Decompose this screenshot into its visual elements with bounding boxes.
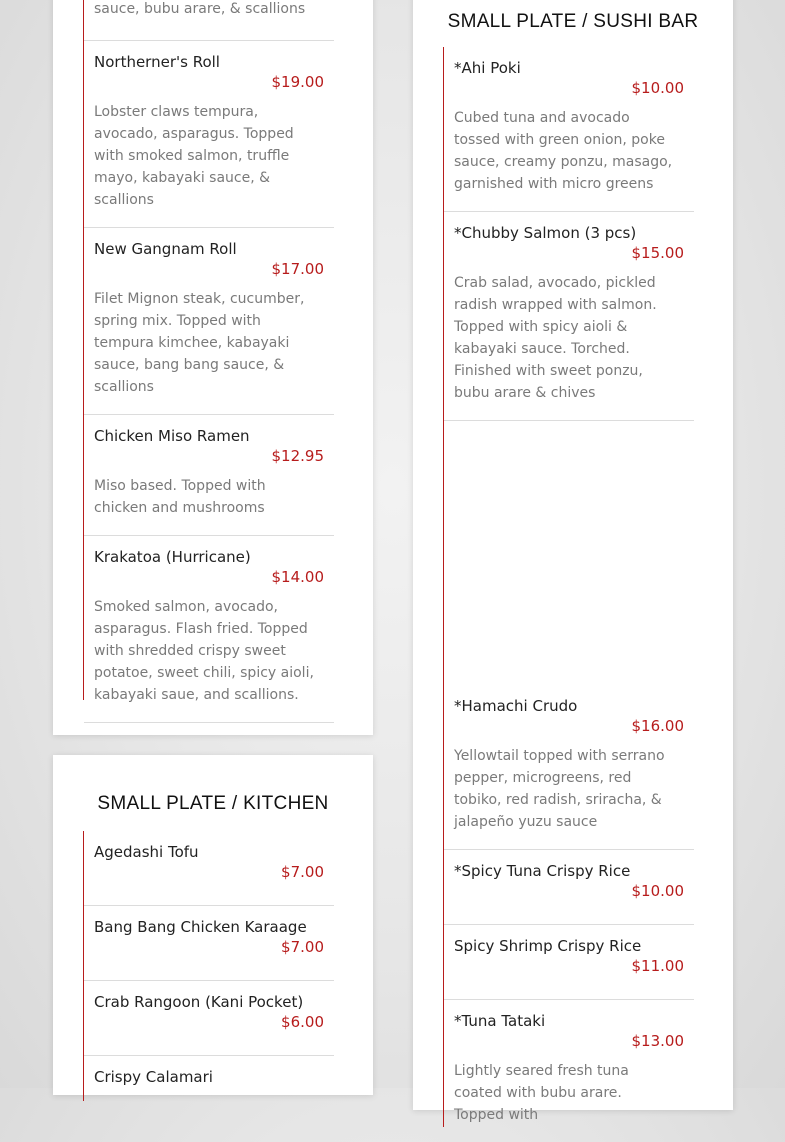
item-description: Crab salad, avocado, pickled radish wrapped with salmon. Topped with spicy aioli & kabayaki sauce. Torched. Finished with sweet ponzu, bubu arare & chives [454, 275, 657, 401]
item-name: Chicken Miso Ramen [94, 427, 250, 445]
menu-item [84, 228, 334, 415]
sushi-bar-card [413, 0, 733, 1123]
item-name: *Chubby Salmon (3 pcs) [454, 224, 637, 242]
item-name: *Tuna Tataki [454, 1012, 546, 1030]
item-price: $12.95 [271, 447, 324, 465]
empty-space [444, 421, 694, 685]
menu-item [84, 831, 334, 906]
item-price: $17.00 [271, 260, 324, 278]
item-price: $16.00 [631, 717, 684, 735]
item-name: Bang Bang Chicken Karaage [94, 918, 307, 936]
item-description: Miso based. Topped with chicken and mushrooms [94, 478, 266, 516]
menu-item [84, 906, 334, 981]
item-price: $19.00 [271, 73, 324, 91]
item-price: $7.00 [281, 938, 324, 956]
kitchen-card [53, 755, 373, 1095]
menu-item [84, 981, 334, 1056]
menu-list [83, 0, 334, 703]
item-name: Krakatoa (Hurricane) [94, 548, 251, 566]
section-title: SMALL PLATE / KITCHEN [97, 793, 329, 814]
item-description: Filet Mignon steak, cucumber, spring mix. Topped with tempura kimchee, kabayaki sauce, bang bang sauce, & scallions [94, 291, 305, 395]
item-price: $14.00 [271, 568, 324, 586]
item-price: $10.00 [631, 79, 684, 97]
item-price: $10.00 [631, 882, 684, 900]
menu-item [444, 1000, 694, 1142]
menu-item-partial [84, 0, 334, 41]
item-name: Crispy Calamari [94, 1068, 213, 1086]
item-price: $15.00 [631, 244, 684, 262]
item-name: Northerner's Roll [94, 53, 220, 71]
section-title: SMALL PLATE / SUSHI BAR [447, 11, 699, 32]
menu-item [84, 536, 334, 723]
menu-item [84, 415, 334, 536]
item-description: sauce, bubu arare, & scallions [94, 1, 306, 17]
item-description: Cubed tuna and avocado tossed with green onion, poke sauce, creamy ponzu, masago, garnished with micro greens [454, 110, 673, 192]
item-name: Agedashi Tofu [94, 843, 199, 861]
menu-item [444, 212, 694, 421]
menu-item [444, 925, 694, 1000]
item-name: New Gangnam Roll [94, 240, 237, 258]
item-description: Lobster claws tempura, avocado, asparagus. Topped with smoked salmon, truffle mayo, kabayaki sauce, & scallions [94, 104, 294, 208]
menu-item [444, 850, 694, 925]
item-price: $11.00 [631, 957, 684, 975]
item-description: Yellowtail topped with serrano pepper, microgreens, red tobiko, red radish, sriracha, & jalapeño yuzu sauce [454, 748, 665, 830]
menu-item [444, 685, 694, 850]
sushi-rolls-card [53, 0, 373, 735]
menu-list [443, 47, 694, 1127]
menu-list [83, 831, 334, 1101]
item-name: Spicy Shrimp Crispy Rice [454, 937, 642, 955]
item-name: *Ahi Poki [454, 59, 521, 77]
item-description: Lightly seared fresh tuna coated with bubu arare. Topped with [454, 1063, 629, 1123]
item-price: $6.00 [281, 1013, 324, 1031]
item-name: Crab Rangoon (Kani Pocket) [94, 993, 304, 1011]
item-name: *Hamachi Crudo [454, 697, 578, 715]
menu-item [84, 41, 334, 228]
item-name: *Spicy Tuna Crispy Rice [454, 862, 631, 880]
item-description: Smoked salmon, avocado, asparagus. Flash fried. Topped with shredded crispy sweet potatoe, sweet chili, spicy aioli, kabayaki saue, and scallions. [94, 599, 314, 703]
menu-item [444, 47, 694, 212]
item-price: $13.00 [631, 1032, 684, 1050]
item-price: $7.00 [281, 863, 324, 881]
menu-item [84, 1056, 334, 1102]
